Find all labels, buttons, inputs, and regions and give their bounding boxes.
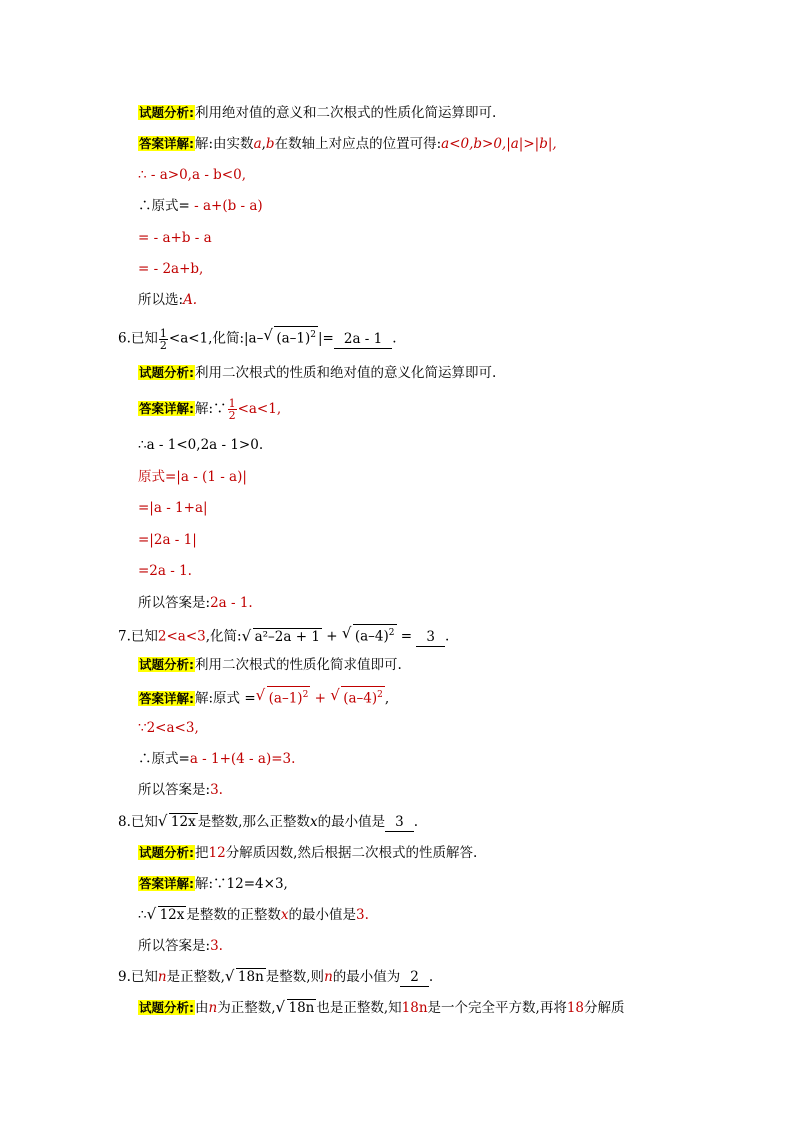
q5-analysis: 试题分析:利用绝对值的意义和二次根式的性质化简运算即可.	[139, 105, 497, 121]
q6-line6: =2a - 1.	[138, 563, 192, 579]
q5-line6: 所以选:A.	[138, 292, 198, 308]
answer-blank: 3	[385, 814, 414, 832]
q8-line2: ∴√ 12x 是整数的正整数x的最小值是3.	[138, 905, 369, 925]
q6-line4: =|a - 1+a|	[138, 500, 208, 516]
q8-analysis: 试题分析:把12分解质因数,然后根据二次根式的性质解答.	[139, 845, 478, 861]
answer-blank: 2a - 1	[334, 331, 392, 349]
q9-stem: 9.已知n是正整数,√ 18n 是整数,则n的最小值为 2 .	[118, 967, 433, 987]
q8-answer: 答案详解:解:∵12=4×3,	[139, 876, 288, 892]
q8-line3: 所以答案是:3.	[138, 938, 223, 954]
q7-answer: 答案详解:解:原式 =√ $(a-1)^2$ + √ $(a-4)^2$ ,	[138, 686, 389, 709]
sqrt-expression: √ $(a-1)^2$	[265, 326, 318, 349]
q5-answer: 答案详解:解:由实数a,b在数轴上对应点的位置可得:a<0,b>0,|a|>|b|,	[139, 136, 557, 152]
q8-stem: 8.已知√ 12x 是整数,那么正整数x的最小值是 3 .	[118, 812, 418, 832]
fraction: $\frac{1}{2}$	[159, 326, 167, 352]
answer-blank: 2	[400, 969, 429, 987]
q7-line2: ∵2<a<3,	[138, 720, 199, 736]
q5-line3: ∴原式= - a+(b - a)	[138, 198, 263, 214]
q6-line5: =|2a - 1|	[138, 532, 197, 548]
answer-blank: 3	[416, 629, 445, 647]
q6-line3: 原式=|a - (1 - a)|	[138, 469, 247, 485]
q7-analysis: 试题分析:利用二次根式的性质化简求值即可.	[139, 657, 402, 673]
q6-line7: 所以答案是:2a - 1.	[138, 595, 253, 611]
q9-analysis: 试题分析:由n为正整数,√ 18n 也是正整数,知18n是一个完全平方数,再将18分解质	[138, 998, 625, 1018]
q5-line2: ∴ - a>0,a - b<0,	[138, 167, 246, 183]
q7-line4: 所以答案是:3.	[138, 782, 223, 798]
q7-line3: ∴原式=a - 1+(4 - a)=3.	[138, 751, 296, 767]
q6-stem: 6.已知 $\frac{1}{2}$ <a<1,化简:|a–√ $(a-1)^2$ |= 2a - 1 .	[118, 326, 397, 351]
analysis-label: 试题分析:	[139, 105, 194, 120]
answer-label: 答案详解:	[139, 136, 194, 151]
q6-answer: 答案详解:解:∵ $\frac{1}{2}$ <a<1,	[139, 397, 282, 422]
q6-analysis: 试题分析:利用二次根式的性质和绝对值的意义化简运算即可.	[139, 365, 497, 381]
q7-stem: 7.已知2<a<3,化简:√ a²–2a + 1 + √ $(a-4)^2 = 3$ .	[118, 624, 449, 647]
q5-line4: = - a+b - a	[138, 230, 212, 246]
q6-line2: ∴a - 1<0,2a - 1>0.	[138, 437, 264, 453]
q5-line5: = - 2a+b,	[138, 261, 204, 277]
